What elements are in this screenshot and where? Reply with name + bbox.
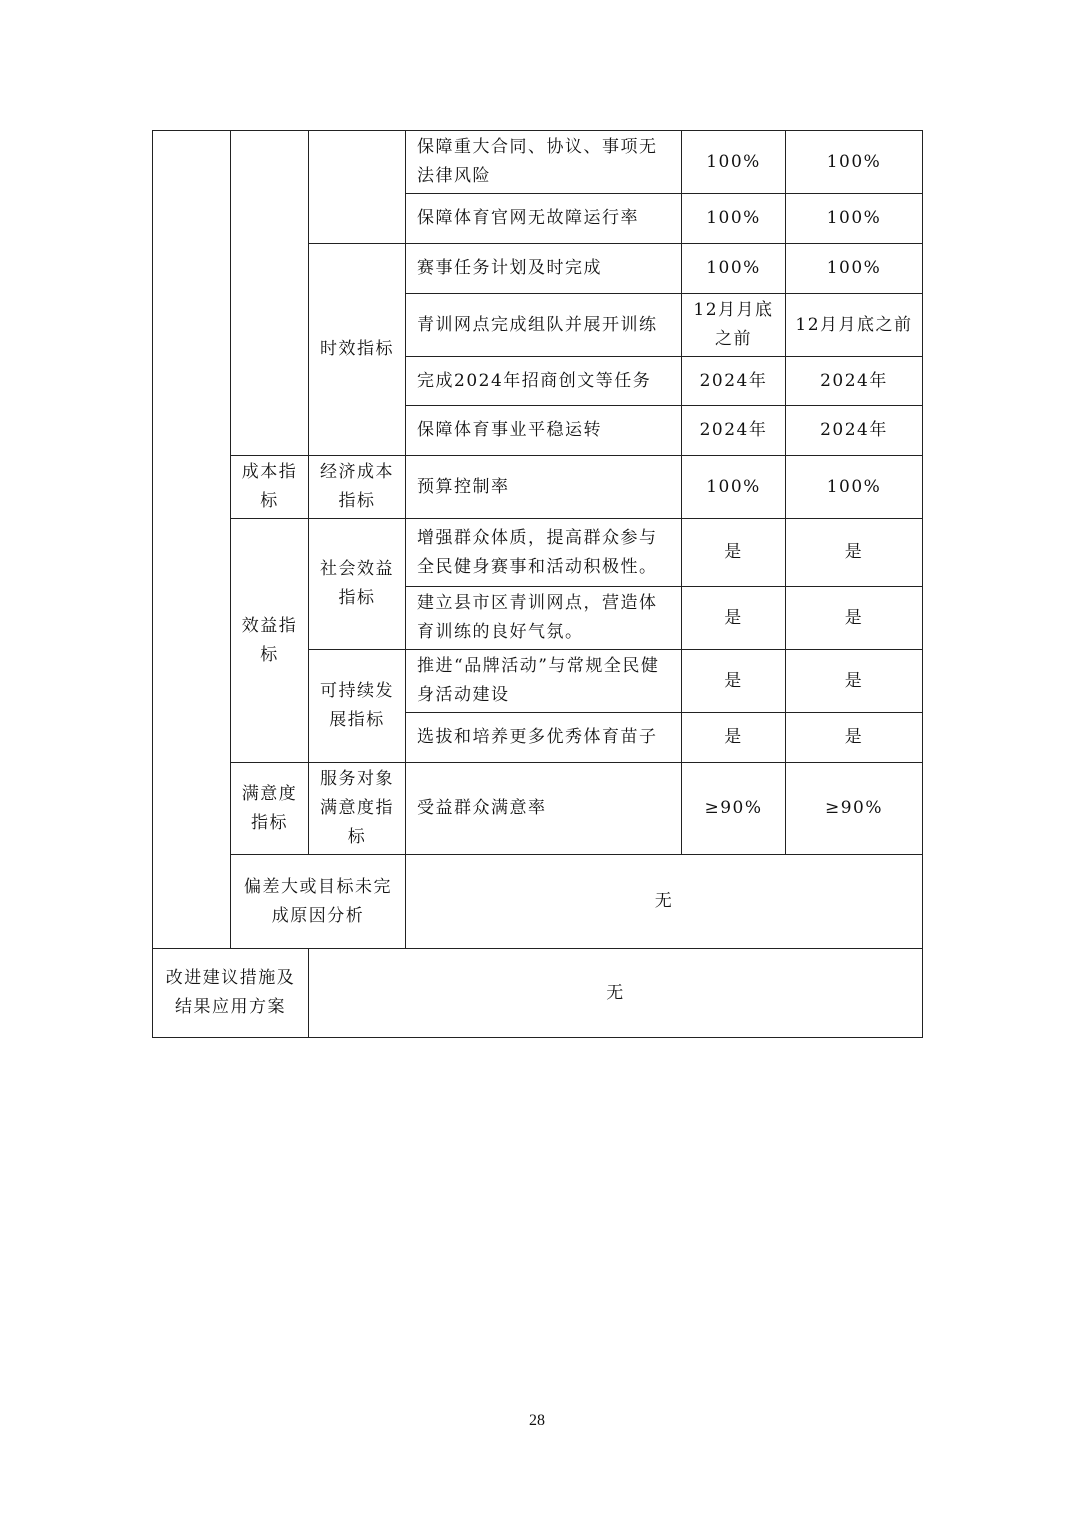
group-label-cost: 成本指标 [231,456,309,519]
actual-value-cell: 100% [786,194,923,244]
group-label-timeliness: 时效指标 [309,244,406,456]
indicator-cell: 赛事任务计划及时完成 [406,244,682,294]
actual-value-cell: 100% [786,244,923,294]
group-label-economic-cost: 经济成本指标 [309,456,406,519]
indicator-cell: 推进“品牌活动”与常规全民健身活动建设 [406,650,682,713]
target-value-cell: 2024年 [682,406,786,456]
target-value-cell: 12月月底之前 [682,294,786,357]
indicator-cell: 保障重大合同、协议、事项无法律风险 [406,131,682,194]
actual-value-cell: 100% [786,131,923,194]
page-number: 28 [529,1412,545,1429]
group-label-sustainable: 可持续发展指标 [309,650,406,763]
improvement-row [153,949,923,1038]
group-label-benefit: 效益指标 [231,519,309,763]
indicator-cell: 保障体育事业平稳运转 [406,406,682,456]
target-value-cell: ≥90% [682,763,786,855]
table-row [153,519,923,587]
target-value-cell: 100% [682,456,786,519]
deviation-label: 偏差大或目标未完成原因分析 [231,855,406,949]
subcategory-cell [309,131,406,244]
indicator-cell: 青训网点完成组队并展开训练 [406,294,682,357]
target-value-cell: 是 [682,587,786,650]
group-label-satisfaction: 满意度指标 [231,763,309,855]
indicator-cell: 选拔和培养更多优秀体育苗子 [406,713,682,763]
target-value-cell: 2024年 [682,357,786,406]
table-row [153,763,923,855]
actual-value-cell: 是 [786,519,923,587]
deviation-value: 无 [406,855,923,949]
indicator-cell: 保障体育官网无故障运行率 [406,194,682,244]
target-value-cell: 100% [682,194,786,244]
actual-value-cell: 是 [786,650,923,713]
target-value-cell: 是 [682,519,786,587]
actual-value-cell: 2024年 [786,406,923,456]
improvement-label: 改进建议措施及结果应用方案 [153,949,309,1038]
target-value-cell: 是 [682,650,786,713]
table-row [153,131,923,194]
target-value-cell: 100% [682,131,786,194]
target-value-cell: 100% [682,244,786,294]
actual-value-cell: 2024年 [786,357,923,406]
indicator-cell: 增强群众体质，提高群众参与全民健身赛事和活动积极性。 [406,519,682,587]
group-label-social-benefit: 社会效益指标 [309,519,406,650]
actual-value-cell: 12月月底之前 [786,294,923,357]
deviation-row [153,855,923,949]
indicator-cell: 建立县市区青训网点，营造体育训练的良好气氛。 [406,587,682,650]
actual-value-cell: 100% [786,456,923,519]
group-label-service-satisfaction: 服务对象满意度指标 [309,763,406,855]
outer-category-cell [153,131,231,949]
category-cell [231,131,309,456]
actual-value-cell: 是 [786,713,923,763]
actual-value-cell: ≥90% [786,763,923,855]
target-value-cell: 是 [682,713,786,763]
improvement-value: 无 [309,949,923,1038]
indicator-cell: 完成2024年招商创文等任务 [406,357,682,406]
indicator-cell: 受益群众满意率 [406,763,682,855]
performance-indicator-table [152,130,923,1038]
indicator-cell: 预算控制率 [406,456,682,519]
table-row [153,456,923,519]
actual-value-cell: 是 [786,587,923,650]
